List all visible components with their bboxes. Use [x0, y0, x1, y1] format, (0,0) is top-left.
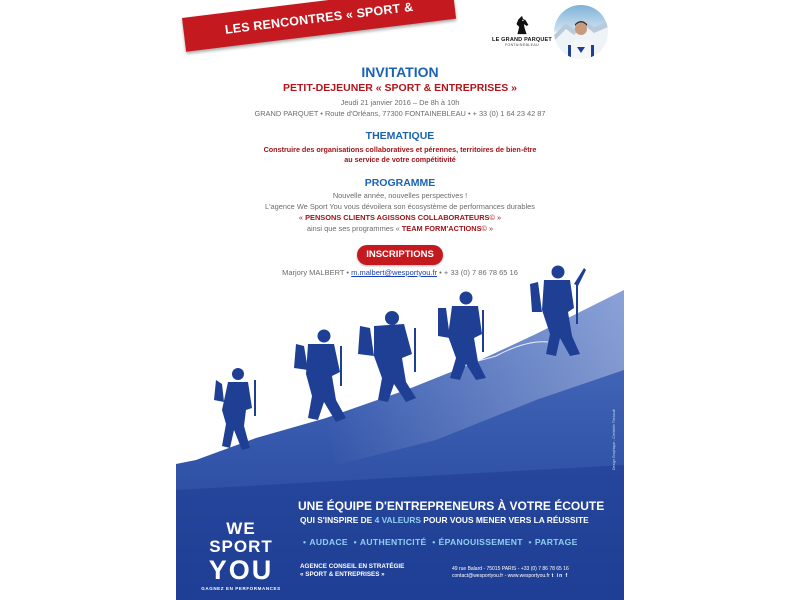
programme-title: PROGRAMME: [364, 177, 436, 189]
band-sub-pre: QUI S'INSPIRE DE: [300, 515, 375, 525]
band-sub-highlight: 4 VALEURS: [374, 515, 421, 525]
band-subline: [300, 515, 589, 525]
agency-address: [452, 566, 569, 580]
brand-line-1: WE SPORT: [209, 519, 273, 556]
programme-line-4: [176, 224, 624, 233]
agency-description: [300, 563, 404, 579]
speaker-photo-illustration: [554, 5, 608, 59]
programme-line-1: Nouvelle année, nouvelles perspectives !: [332, 191, 468, 200]
contact-email-link[interactable]: m.malbert@wesportyou.fr: [351, 268, 438, 277]
partner-logo-sub: FONTAINEBLEAU: [504, 43, 540, 47]
programme-line-2: L'agence We Sport You vous dévoilera son écosystème de performances durables: [265, 202, 535, 211]
value-item: ÉPANOUISSEMENT: [438, 537, 523, 547]
contact-phone: • + 33 (0) 7 86 78 65 16: [437, 268, 518, 277]
partner-logo-name: LE GRAND PARQUET: [492, 37, 552, 43]
values-list: [300, 537, 578, 547]
bullet-icon: •: [528, 537, 532, 547]
programme-line-4-bold: TEAM FORM'ACTIONS: [401, 224, 482, 233]
band-headline: UNE ÉQUIPE D'ENTREPRENEURS À VOTRE ÉCOUTE: [298, 499, 605, 513]
value-item: AUTHENTICITÉ: [359, 537, 427, 547]
event-banner: LES RENCONTRES « SPORT & ENTREPRISES »: [182, 0, 456, 52]
horse-head-icon: [511, 14, 533, 36]
programme-line-4-pre: ainsi que ses programmes «: [306, 224, 402, 233]
bullet-icon: •: [353, 537, 357, 547]
value-item: AUDACE: [309, 537, 348, 547]
value-item: PARTAGE: [534, 537, 578, 547]
bullet-icon: •: [432, 537, 436, 547]
design-credit: Design Graphique - Christelle Thebault: [612, 409, 616, 470]
we-sport-you-logo: [196, 520, 286, 591]
bullet-icon: •: [303, 537, 307, 547]
agency-line-2: « SPORT & ENTREPRISES »: [300, 571, 385, 578]
programme-line-4-close: © »: [481, 224, 494, 233]
invitation-title: INVITATION: [361, 64, 439, 80]
contact-line: [176, 268, 624, 277]
grand-parquet-logo: [492, 14, 552, 54]
band-sub-post: POUR VOUS MENER VERS LA RÉUSSITE: [420, 515, 589, 525]
invitation-subtitle: PETIT-DEJEUNER « SPORT & ENTREPRISES »: [283, 82, 517, 94]
brand-line-2: YOU: [208, 555, 274, 585]
thematique-line-1: Construire des organisations collaboratives et pérennes, territoires de bien-être: [263, 145, 537, 154]
thematique-line-2: au service de votre compétitivité: [344, 155, 456, 164]
programme-line-3-bold: PENSONS CLIENTS AGISSONS COLLABORATEURS: [305, 213, 490, 222]
brand-tagline: GAGNEZ EN PERFORMANCES: [201, 586, 281, 591]
programme-line-3-open: «: [298, 213, 306, 222]
event-date: Jeudi 21 janvier 2016 – De 8h à 10h: [340, 98, 460, 107]
agency-line-1: AGENCE CONSEIL EN STRATÉGIE: [300, 563, 405, 570]
programme-line-3-close: © »: [489, 213, 502, 222]
address-line-2: contact@wesportyou.fr - www.wesportyou.fr: [452, 573, 550, 579]
programme-line-3: [176, 213, 624, 222]
address-line-1: 49 rue Balard - 75015 PARIS - +33 (0) 7 86 78 65 16: [452, 566, 569, 572]
speaker-photo: [554, 5, 608, 59]
social-icons[interactable]: t in f: [551, 573, 569, 579]
event-place: GRAND PARQUET • Route d'Orléans, 77300 FONTAINEBLEAU • + 33 (0) 1 64 23 42 87: [254, 109, 546, 118]
invitation-flyer: [176, 0, 624, 600]
thematique-title: THEMATIQUE: [365, 130, 435, 142]
contact-name: Marjory MALBERT •: [282, 268, 352, 277]
inscriptions-button[interactable]: INSCRIPTIONS: [357, 245, 443, 265]
